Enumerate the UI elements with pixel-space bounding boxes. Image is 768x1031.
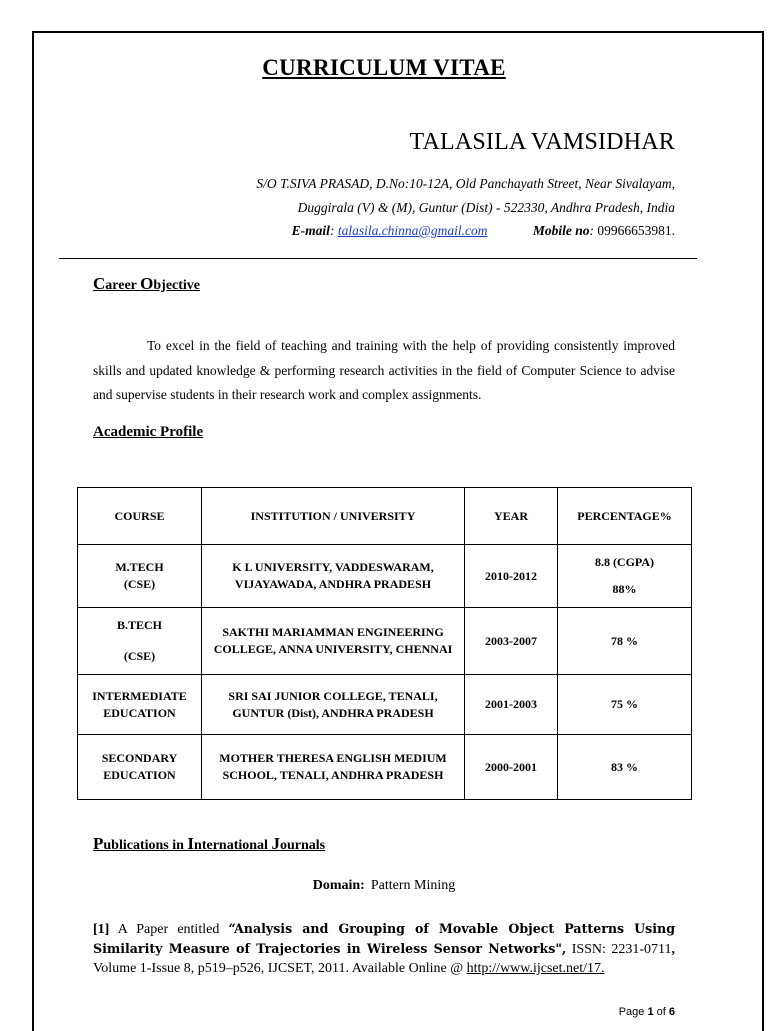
year-cell: 2003-2007 [465, 608, 558, 675]
domain-line [0, 878, 768, 894]
header-divider [59, 258, 697, 259]
email-label: E-mail [291, 223, 330, 238]
course-name: INTERMEDIATE [92, 688, 187, 703]
heading-text: bjective [153, 278, 201, 293]
heading-initial: J [271, 834, 280, 853]
table-row [78, 545, 692, 608]
domain-value: Pattern Mining [370, 878, 456, 893]
heading-text: ournals [279, 838, 326, 853]
header-year: YEAR [465, 488, 558, 545]
candidate-name: TALASILA VAMSIDHAR [409, 129, 675, 155]
publication-intro: A Paper entitled [109, 922, 229, 937]
course-name: M.TECH [115, 560, 164, 574]
heading-initial: C [93, 274, 106, 293]
of-word: of [653, 1006, 669, 1018]
course-name: B.TECH [116, 618, 162, 632]
table-row [78, 675, 692, 735]
publication-details: Volume 1-Issue 8, p519–p526, IJCSET, 2011. Available Online @ [93, 961, 467, 976]
heading-initial: P [93, 834, 104, 853]
cgpa-value: 8.8 (CGPA) [594, 555, 655, 569]
percentage-cell: 78 % [558, 608, 692, 675]
heading-initial: O [140, 274, 154, 293]
percentage-cell [558, 545, 692, 608]
course-cell [78, 675, 202, 735]
address-line-2: Duggirala (V) & (M), Guntur (Dist) - 522330, Andhra Pradesh, India [297, 200, 675, 215]
table-row [78, 735, 692, 800]
publication-title: “Analysis and Grouping of Movable Object Patterns Using Similarity Measure of Trajectories in Wireless Sensor Networks", [93, 921, 676, 956]
publication-link[interactable]: http://www.ijcset.net/17. [466, 961, 605, 976]
table-row [78, 608, 692, 675]
header-institution: INSTITUTION / UNIVERSITY [202, 488, 465, 545]
year-cell: 2000-2001 [465, 735, 558, 800]
academic-profile-heading: Academic Profile [93, 424, 204, 440]
publication-issn: ISSN: 2231-0711 [566, 942, 672, 957]
course-cell [78, 545, 202, 608]
course-branch: EDUCATION [103, 768, 176, 782]
heading-text: ublications in [103, 838, 188, 853]
career-objective-text: To excel in the field of teaching and training with the help of providing consistently improved skills and updated knowledge & performing research activities in the field of Computer Science to advise and supervise students in their research work and complex assignments. [93, 338, 675, 402]
institution-cell: MOTHER THERESA ENGLISH MEDIUM SCHOOL, TENALI, ANDHRA PRADESH [202, 735, 465, 800]
domain-label: Domain: [312, 878, 365, 893]
email-separator: : [329, 223, 338, 238]
institution-cell: SAKTHI MARIAMMAN ENGINEERING COLLEGE, ANNA UNIVERSITY, CHENNAI [202, 608, 465, 675]
publication-entry [93, 919, 675, 978]
table-header-row [78, 488, 692, 545]
mobile-label: Mobile no [532, 223, 590, 238]
document-title: CURRICULUM VITAE [262, 55, 506, 80]
course-cell [78, 735, 202, 800]
year-cell: 2010-2012 [465, 545, 558, 608]
page-word: Page [618, 1006, 648, 1018]
academic-table [77, 487, 692, 800]
course-cell [78, 608, 202, 675]
current-page: 1 [647, 1006, 654, 1018]
institution-cell: SRI SAI JUNIOR COLLEGE, TENALI, GUNTUR (Dist), ANDHRA PRADESH [202, 675, 465, 735]
institution-cell: K L UNIVERSITY, VADDESWARAM, VIJAYAWADA, ANDHRA PRADESH [202, 545, 465, 608]
mobile-number: 09966653981. [597, 223, 675, 238]
course-branch: (CSE) [123, 577, 156, 591]
percentage-cell: 75 % [558, 675, 692, 735]
year-cell: 2001-2003 [465, 675, 558, 735]
address-line-1: S/O T.SIVA PRASAD, D.No:10-12A, Old Panchayath Street, Near Sivalayam, [256, 176, 675, 191]
career-objective-heading [93, 274, 200, 294]
publication-number: [1] [93, 922, 110, 937]
header-course: COURSE [78, 488, 202, 545]
course-branch: EDUCATION [103, 705, 176, 720]
contact-line [292, 223, 675, 239]
heading-text: nternational [194, 838, 272, 853]
course-name: SECONDARY [101, 751, 178, 765]
total-pages: 6 [668, 1006, 675, 1018]
heading-text: areer [105, 278, 141, 293]
email-link[interactable]: talasila.chinna@gmail.com [337, 223, 488, 238]
publication-comma: , [671, 942, 675, 957]
page-number [619, 1006, 675, 1018]
heading-initial: I [187, 834, 195, 853]
header-percentage: PERCENTAGE% [558, 488, 692, 545]
mobile-separator: : [589, 223, 598, 238]
percentage-cell: 83 % [558, 735, 692, 800]
publications-heading [93, 834, 325, 854]
percentage-value: 88% [612, 582, 637, 596]
course-branch: (CSE) [123, 649, 156, 663]
